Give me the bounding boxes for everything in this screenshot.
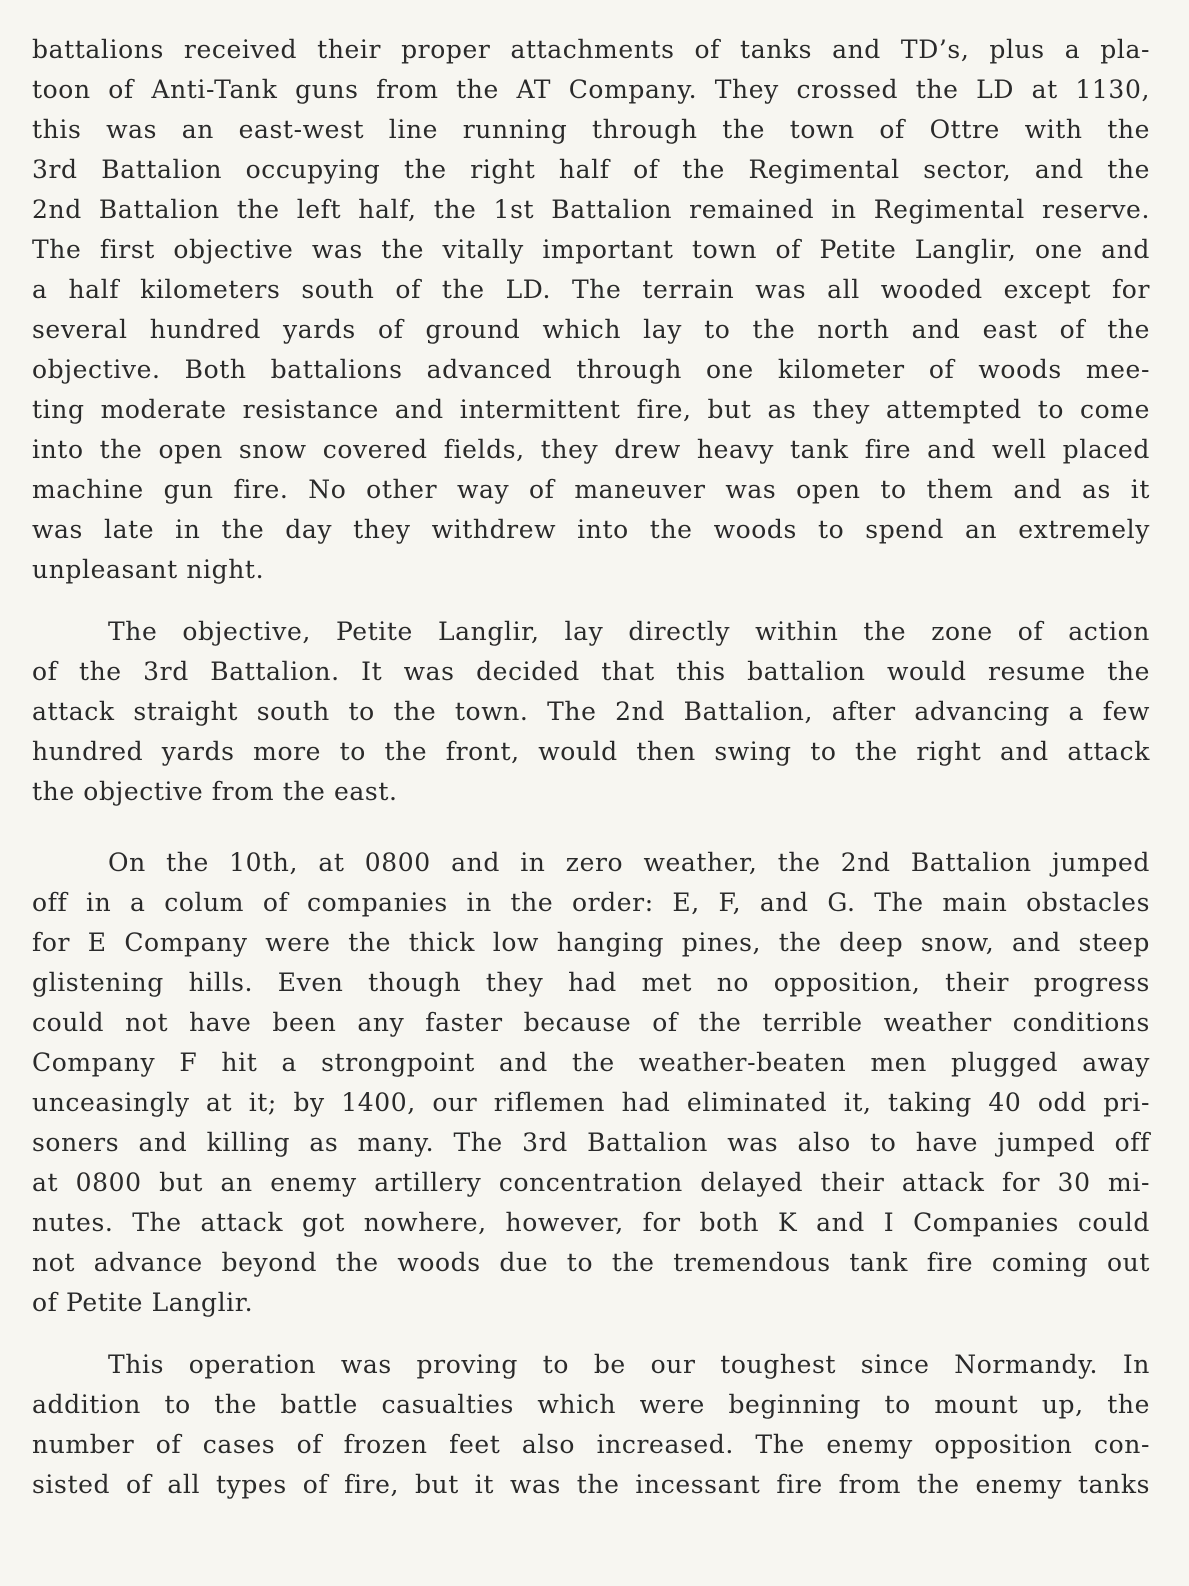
text-line: 2nd Battalion the left half, the 1st Battalion remained in Regimental reserve. — [32, 195, 1150, 224]
text-line: toon of Anti-Tank guns from the AT Company. They crossed the LD at 1130, — [32, 75, 1150, 104]
text-line: several hundred yards of ground which lay to the north and east of the — [32, 315, 1150, 344]
text-line: for E Company were the thick low hanging pines, the deep snow, and steep — [32, 928, 1150, 957]
text-line: this was an east-west line running through the town of Ottre with the — [32, 115, 1150, 144]
text-line: The first objective was the vitally important town of Petite Langlir, one and — [32, 235, 1150, 264]
text-line: of Petite Langlir. — [32, 1288, 254, 1317]
text-line: at 0800 but an enemy artillery concentration delayed their attack for 30 mi- — [32, 1168, 1150, 1197]
text-line: could not have been any faster because of the terrible weather conditions — [32, 1008, 1150, 1037]
text-line: The objective, Petite Langlir, lay directly within the zone of action — [108, 617, 1150, 646]
text-line: soners and killing as many. The 3rd Battalion was also to have jumped off — [32, 1128, 1150, 1157]
text-line: Company F hit a strongpoint and the weather-beaten men plugged away — [32, 1048, 1150, 1077]
text-line: the objective from the east. — [32, 777, 398, 806]
text-line: sisted of all types of fire, but it was the incessant fire from the enemy tanks — [32, 1470, 1150, 1499]
text-line: This operation was proving to be our toughest since Normandy. In — [108, 1350, 1150, 1379]
text-line: 3rd Battalion occupying the right half of the Regimental sector, and the — [32, 155, 1150, 184]
text-line: battalions received their proper attachments of tanks and TD’s, plus a pla- — [32, 35, 1150, 64]
text-line: On the 10th, at 0800 and in zero weather, the 2nd Battalion jumped — [108, 848, 1150, 877]
text-line: ting moderate resistance and intermittent fire, but as they attempted to come — [32, 395, 1150, 424]
text-line: addition to the battle casualties which were beginning to mount up, the — [32, 1390, 1150, 1419]
text-line: machine gun fire. No other way of maneuver was open to them and as it — [32, 475, 1150, 504]
text-line: not advance beyond the woods due to the tremendous tank fire coming out — [32, 1248, 1150, 1277]
text-line: number of cases of frozen feet also increased. The enemy opposition con- — [32, 1430, 1150, 1459]
text-line: attack straight south to the town. The 2nd Battalion, after advancing a few — [32, 697, 1150, 726]
text-line: a half kilometers south of the LD. The terrain was all wooded except for — [32, 275, 1150, 304]
text-line: glistening hills. Even though they had met no opposition, their progress — [32, 968, 1150, 997]
text-line: unceasingly at it; by 1400, our riflemen had eliminated it, taking 40 odd pri- — [32, 1088, 1150, 1117]
text-line: unpleasant night. — [32, 555, 265, 584]
text-line: nutes. The attack got nowhere, however, for both K and I Companies could — [32, 1208, 1150, 1237]
text-line: objective. Both battalions advanced through one kilometer of woods mee- — [32, 355, 1150, 384]
text-line: of the 3rd Battalion. It was decided that this battalion would resume the — [32, 657, 1150, 686]
text-line: into the open snow covered fields, they drew heavy tank fire and well placed — [32, 435, 1150, 464]
text-line: off in a colum of companies in the order: E, F, and G. The main obstacles — [32, 888, 1150, 917]
text-line: was late in the day they withdrew into the woods to spend an extremely — [32, 515, 1150, 544]
text-line: hundred yards more to the front, would then swing to the right and attack — [32, 737, 1150, 766]
